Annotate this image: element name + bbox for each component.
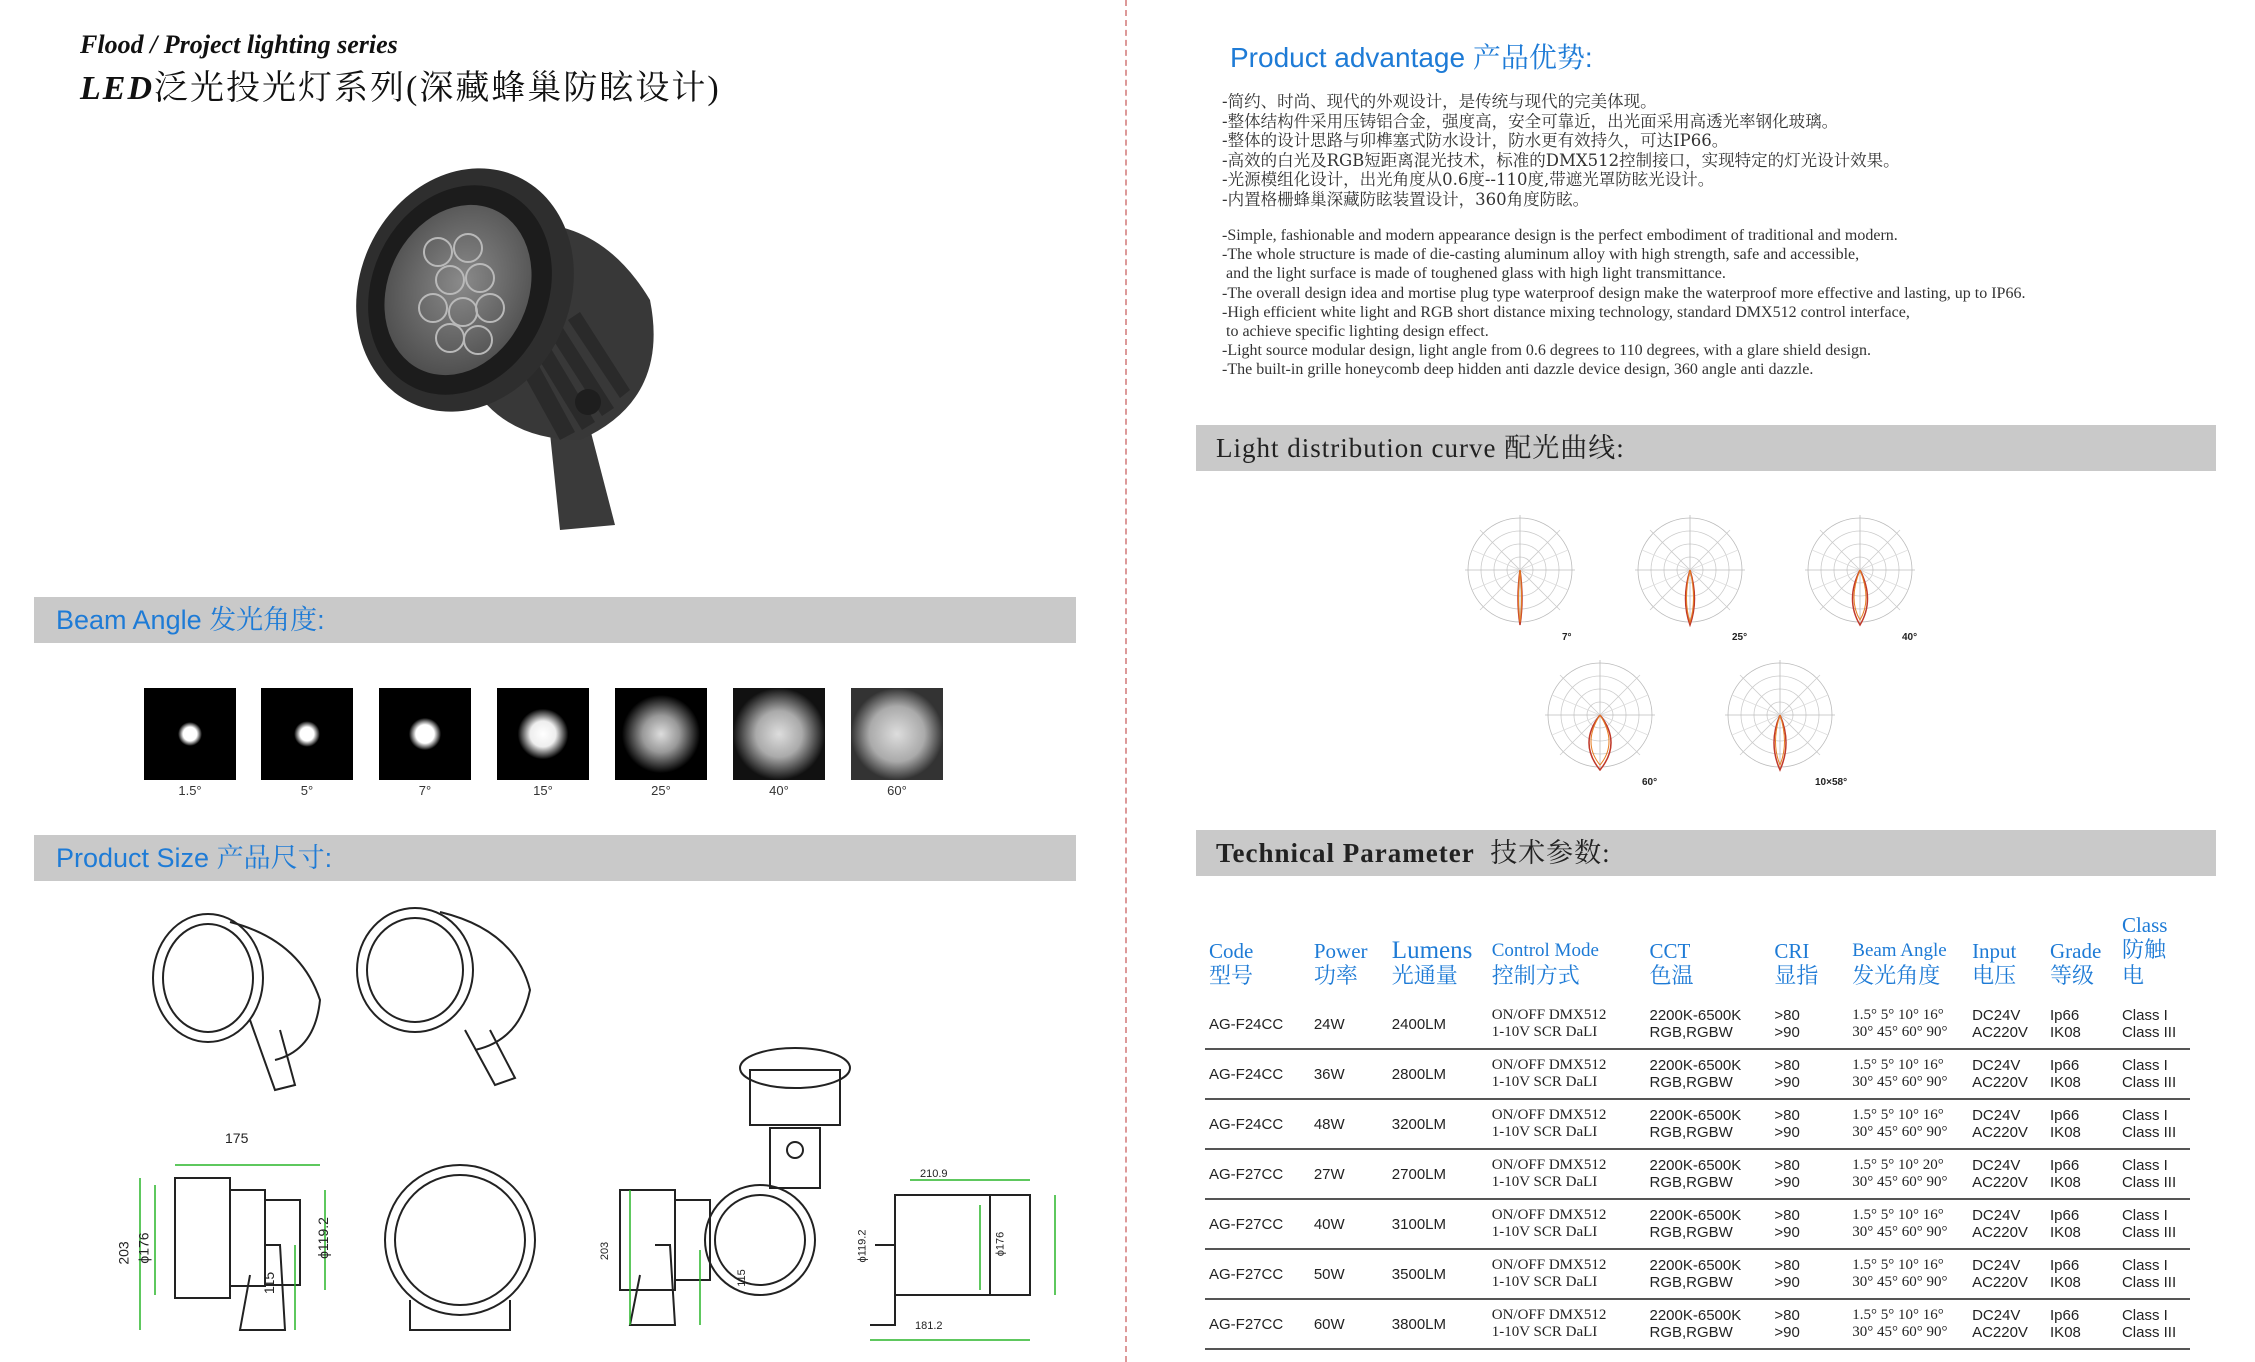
product-photo — [330, 140, 710, 550]
dim-1812: 181.2 — [915, 1320, 943, 1332]
curve-label-1: 7° — [1562, 632, 1572, 643]
section-distribution: Light distribution curve 配光曲线: — [1196, 425, 2216, 471]
cell-class: Class I Class III — [2118, 1149, 2190, 1199]
dim-phi176: ϕ176 — [135, 1232, 152, 1264]
section-advantage: Product advantage 产品优势: — [1230, 42, 1593, 73]
cell-beam: 1.5° 5° 10° 16° 30° 45° 60° 90° — [1848, 1199, 1968, 1249]
beam-squares — [144, 688, 974, 798]
dim-115b: 115 — [735, 1269, 748, 1287]
cell-grade: Ip66 IK08 — [2046, 1000, 2118, 1049]
tech-table — [1205, 912, 2190, 1350]
cell-code: AG-F27CC — [1205, 1199, 1310, 1249]
beam-label-1: 1.5° — [178, 783, 202, 798]
cell-power: 40W — [1310, 1199, 1388, 1249]
cell-cri: >80 >90 — [1770, 1149, 1848, 1199]
cell-cct: 2200K-6500K RGB,RGBW — [1645, 1249, 1770, 1299]
beam-label-7: 60° — [887, 783, 907, 798]
curve-label-2: 25° — [1732, 632, 1748, 643]
tech-title-cn: 技术参数: — [1490, 838, 1611, 868]
cell-power: 36W — [1310, 1049, 1388, 1099]
table-row — [1205, 1000, 2190, 1049]
th-lumens: Lumens 光通量 — [1391, 937, 1473, 989]
cell-lumens: 2400LM — [1388, 1000, 1488, 1049]
cell-cct: 2200K-6500K RGB,RGBW — [1645, 1049, 1770, 1099]
distribution-curves — [1450, 505, 1960, 795]
beam-labels — [144, 783, 974, 801]
cell-input: DC24V AC220V — [1968, 1099, 2046, 1149]
cell-control: ON/OFF DMX512 1-10V SCR DaLI — [1488, 1299, 1646, 1349]
cell-lumens: 2800LM — [1388, 1049, 1488, 1099]
cell-power: 48W — [1310, 1099, 1388, 1149]
cell-code: AG-F24CC — [1205, 1099, 1310, 1149]
beam-2 — [261, 688, 353, 780]
cell-input: DC24V AC220V — [1968, 1149, 2046, 1199]
cell-lumens: 3200LM — [1388, 1099, 1488, 1149]
th-code: Code 型号 — [1209, 939, 1254, 989]
cell-control: ON/OFF DMX512 1-10V SCR DaLI — [1488, 1199, 1646, 1249]
curve-label-4: 60° — [1642, 777, 1658, 788]
curve-label-3: 40° — [1902, 632, 1918, 643]
cell-code: AG-F27CC — [1205, 1149, 1310, 1199]
cell-grade: Ip66 IK08 — [2046, 1049, 2118, 1099]
cell-power: 50W — [1310, 1249, 1388, 1299]
title-led: LED — [80, 70, 154, 107]
beam-label-4: 15° — [533, 783, 553, 798]
cell-control: ON/OFF DMX512 1-10V SCR DaLI — [1488, 1099, 1646, 1149]
curve-1 — [1465, 515, 1575, 625]
table-row — [1205, 1049, 2190, 1099]
advantages-cn: -简约、时尚、现代的外观设计，是传统与现代的完美体现。 -整体结构件采用压铸铝合金，强度高，安全可靠近，出光面采用高透光率钢化玻璃。 -整体的设计思路与卯榫塞式防水设计，防水更有效持久，可达IP66。 -高效的白光及RGB短距离混光技术，标准的DMX512控制接口，实现特定的灯光设计效果。 -光源模组化设计，出光角度从0.6度--110度,带遮光罩防眩光设计。 -内置格栅蜂巢深藏防眩装置设计，360角度防眩。 — [1222, 92, 1900, 209]
page-divider — [1125, 0, 1127, 1362]
cell-grade: Ip66 IK08 — [2046, 1099, 2118, 1149]
cell-input: DC24V AC220V — [1968, 1299, 2046, 1349]
cell-code: AG-F27CC — [1205, 1249, 1310, 1299]
cell-code: AG-F24CC — [1205, 1000, 1310, 1049]
dim-phi1192: ϕ119.2 — [314, 1217, 331, 1259]
beam-label-6: 40° — [769, 783, 789, 798]
title-cn: 泛光投光灯系列(深藏蜂巢防眩设计) — [154, 70, 721, 107]
th-class: Class 防触电 — [2121, 913, 2168, 989]
table-header-row — [1205, 912, 2190, 1000]
cell-input: DC24V AC220V — [1968, 1199, 2046, 1249]
cell-lumens: 3100LM — [1388, 1199, 1488, 1249]
cell-class: Class I Class III — [2118, 1000, 2190, 1049]
cell-beam: 1.5° 5° 10° 16° 30° 45° 60° 90° — [1848, 1000, 1968, 1049]
cell-beam: 1.5° 5° 10° 16° 30° 45° 60° 90° — [1848, 1299, 1968, 1349]
cell-cct: 2200K-6500K RGB,RGBW — [1645, 1099, 1770, 1149]
cell-class: Class I Class III — [2118, 1249, 2190, 1299]
th-beam: Beam Angle 发光角度 — [1852, 940, 1947, 989]
cell-lumens: 3500LM — [1388, 1249, 1488, 1299]
cell-cri: >80 >90 — [1770, 1099, 1848, 1149]
curve-2 — [1635, 515, 1745, 625]
cell-grade: Ip66 IK08 — [2046, 1249, 2118, 1299]
tech-title-en: Technical Parameter — [1216, 838, 1475, 868]
beam-label-2: 5° — [300, 783, 314, 798]
cell-beam: 1.5° 5° 10° 16° 30° 45° 60° 90° — [1848, 1099, 1968, 1149]
table-row — [1205, 1149, 2190, 1199]
cell-beam: 1.5° 5° 10° 16° 30° 45° 60° 90° — [1848, 1049, 1968, 1099]
cell-cct: 2200K-6500K RGB,RGBW — [1645, 1299, 1770, 1349]
cell-cct: 2200K-6500K RGB,RGBW — [1645, 1199, 1770, 1249]
dim-175: 175 — [225, 1130, 249, 1146]
beam-7 — [851, 688, 943, 780]
cell-cri: >80 >90 — [1770, 1299, 1848, 1349]
dim-203b: 203 — [599, 1241, 612, 1261]
cell-cct: 2200K-6500K RGB,RGBW — [1645, 1000, 1770, 1049]
cell-cri: >80 >90 — [1770, 1249, 1848, 1299]
curve-3 — [1805, 515, 1915, 625]
cell-code: AG-F24CC — [1205, 1049, 1310, 1099]
cell-code: AG-F27CC — [1205, 1299, 1310, 1349]
curve-label-5: 10×58° — [1815, 777, 1848, 788]
cell-grade: Ip66 IK08 — [2046, 1199, 2118, 1249]
cell-grade: Ip66 IK08 — [2046, 1149, 2118, 1199]
size-drawings — [110, 900, 1070, 1360]
cell-class: Class I Class III — [2118, 1049, 2190, 1099]
beam-label-5: 25° — [651, 783, 671, 798]
cell-cri: >80 >90 — [1770, 1000, 1848, 1049]
cell-power: 60W — [1310, 1299, 1388, 1349]
advantages-en: -Simple, fashionable and modern appearance design is the perfect embodiment of traditional and modern. -The whole structure is made of die-casting aluminum alloy with high strength, safe and accessible, and the light surface is made of toughened glass with high light transmittance. -The overall design idea and mortise plug type waterproof design make the waterproof more effective and lasting, up to IP66. -High efficient white light and RGB short distance mixing technology, standard DMX512 control interface, to achieve specific lighting design effect. -Light source modular design, light angle from 0.6 degrees to 110 degrees, with a glare shield design. -The built-in grille honeycomb deep hidden anti dazzle device design, 360 angle anti dazzle. — [1222, 227, 2026, 379]
th-cri: CRI 显指 — [1774, 939, 1819, 989]
table-row — [1205, 1199, 2190, 1249]
beam-1 — [144, 688, 236, 780]
cell-input: DC24V AC220V — [1968, 1000, 2046, 1049]
cell-control: ON/OFF DMX512 1-10V SCR DaLI — [1488, 1049, 1646, 1099]
th-grade: Grade 等级 — [2050, 939, 2102, 989]
th-control: Control Mode 控制方式 — [1491, 940, 1599, 989]
cell-cri: >80 >90 — [1770, 1199, 1848, 1249]
cell-control: ON/OFF DMX512 1-10V SCR DaLI — [1488, 1149, 1646, 1199]
table-row — [1205, 1299, 2190, 1349]
section-beam-angle: Beam Angle 发光角度: — [34, 597, 1076, 643]
cell-input: DC24V AC220V — [1968, 1049, 2046, 1099]
beam-label-3: 7° — [418, 783, 432, 798]
cell-class: Class I Class III — [2118, 1199, 2190, 1249]
beam-4 — [497, 688, 589, 780]
beam-6 — [733, 688, 825, 780]
cell-control: ON/OFF DMX512 1-10V SCR DaLI — [1488, 1249, 1646, 1299]
cell-input: DC24V AC220V — [1968, 1249, 2046, 1299]
cell-class: Class I Class III — [2118, 1099, 2190, 1149]
th-power: Power 功率 — [1313, 939, 1368, 989]
cell-beam: 1.5° 5° 10° 16° 30° 45° 60° 90° — [1848, 1249, 1968, 1299]
section-product-size: Product Size 产品尺寸: — [34, 835, 1076, 881]
cell-class: Class I Class III — [2118, 1299, 2190, 1349]
cell-lumens: 3800LM — [1388, 1299, 1488, 1349]
th-cct: CCT 色温 — [1649, 939, 1694, 989]
dim-phi176b: ϕ176 — [994, 1231, 1007, 1257]
table-row — [1205, 1099, 2190, 1149]
section-tech — [1196, 830, 2216, 876]
dim-115: 115 — [261, 1271, 278, 1295]
beam-5 — [615, 688, 707, 780]
dim-203: 203 — [115, 1241, 132, 1265]
cell-power: 27W — [1310, 1149, 1388, 1199]
cell-lumens: 2700LM — [1388, 1149, 1488, 1199]
series-title: Flood / Project lighting series — [80, 30, 398, 59]
th-input: Input 电压 — [1972, 939, 2017, 989]
table-row — [1205, 1249, 2190, 1299]
page-title — [80, 60, 721, 109]
cell-control: ON/OFF DMX512 1-10V SCR DaLI — [1488, 1000, 1646, 1049]
cell-grade: Ip66 IK08 — [2046, 1299, 2118, 1349]
beam-3 — [379, 688, 471, 780]
cell-cct: 2200K-6500K RGB,RGBW — [1645, 1149, 1770, 1199]
cell-power: 24W — [1310, 1000, 1388, 1049]
cell-beam: 1.5° 5° 10° 20° 30° 45° 60° 90° — [1848, 1149, 1968, 1199]
dim-phi1192b: ϕ119.2 — [856, 1229, 869, 1263]
dim-2109: 210.9 — [920, 1168, 948, 1180]
curve-5 — [1725, 660, 1835, 770]
curve-4 — [1545, 660, 1655, 770]
cell-cri: >80 >90 — [1770, 1049, 1848, 1099]
